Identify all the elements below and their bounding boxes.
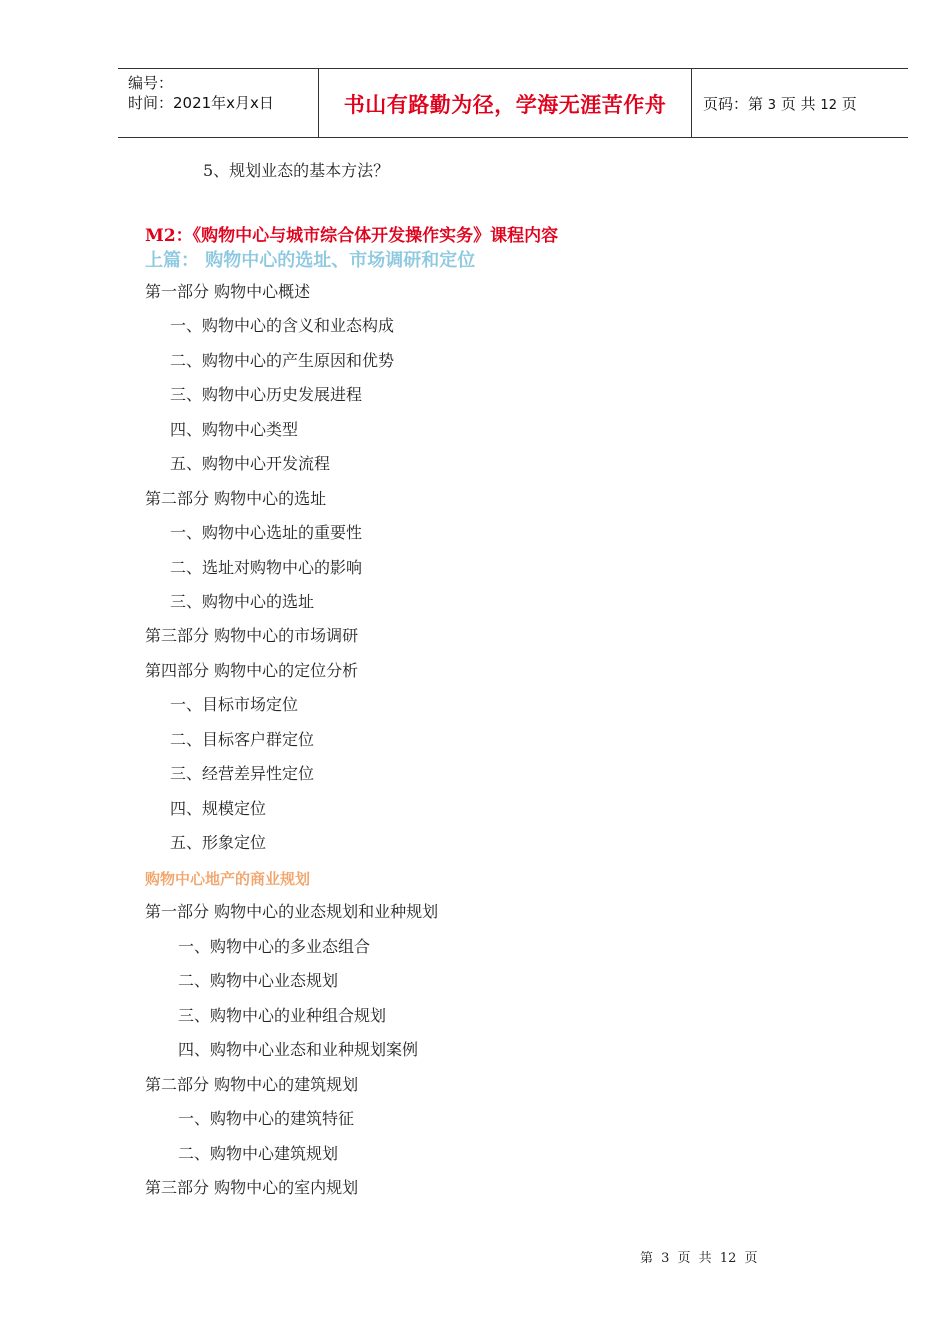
outline-item: 二、购物中心建筑规划 [178, 1144, 339, 1163]
header-time-label: 时间：2021年x月x日 [128, 94, 274, 112]
outline-item: 五、形象定位 [170, 833, 267, 852]
outline-item: 三、经营差异性定位 [170, 764, 315, 783]
outline-item: 二、购物中心业态规划 [178, 971, 339, 990]
outline-item: 二、选址对购物中心的影响 [170, 558, 363, 577]
outline-item: 二、目标客户群定位 [170, 730, 315, 749]
page-mid: 页 共 [780, 95, 816, 113]
page-suffix: 页 [841, 95, 857, 113]
page-footer: 第 3 页 共 12 页 [640, 1251, 758, 1266]
page-current: 3 [767, 98, 777, 113]
outline-item: 第四部分 购物中心的定位分析 [145, 661, 359, 680]
outline-item: 一、购物中心的建筑特征 [178, 1109, 355, 1128]
header-number-label: 编号： [128, 74, 174, 92]
header-motto: 书山有路勤为径，学海无涯苦作舟 [343, 92, 667, 117]
header-page-number [703, 93, 857, 114]
outline-item: 四、规模定位 [170, 799, 267, 818]
outline-item: 第三部分 购物中心的室内规划 [145, 1178, 359, 1197]
outline-item: 一、购物中心选址的重要性 [170, 523, 363, 542]
outline-item: 三、购物中心历史发展进程 [170, 385, 363, 404]
outline-item: 二、购物中心的产生原因和优势 [170, 351, 395, 370]
outline-item: 一、目标市场定位 [170, 695, 299, 714]
outline-item: 第一部分 购物中心概述 [145, 282, 311, 301]
outline-item: 一、购物中心的含义和业态构成 [170, 316, 395, 335]
module-title: M2：《购物中心与城市综合体开发操作实务》课程内容 [145, 226, 559, 246]
outline-item: 五、购物中心开发流程 [170, 454, 331, 473]
page-prefix: 页码：第 [703, 95, 764, 113]
part-title: 上篇： 购物中心的选址、市场调研和定位 [145, 250, 476, 271]
outline-item: 第三部分 购物中心的市场调研 [145, 626, 359, 645]
outline-item: 一、购物中心的多业态组合 [178, 937, 371, 956]
outline-item: 第一部分 购物中心的业态规划和业种规划 [145, 902, 439, 921]
header-meta [128, 73, 274, 113]
question-text: 5、规划业态的基本方法？ [203, 161, 390, 180]
header-divider [691, 69, 692, 137]
outline-item: 第二部分 购物中心的建筑规划 [145, 1075, 359, 1094]
page-header [118, 68, 908, 138]
outline-item: 四、购物中心业态和业种规划案例 [178, 1040, 419, 1059]
section-title: 购物中心地产的商业规划 [145, 870, 311, 888]
outline-item: 四、购物中心类型 [170, 420, 299, 439]
outline-item: 第二部分 购物中心的选址 [145, 489, 327, 508]
outline-item: 三、购物中心的业种组合规划 [178, 1006, 387, 1025]
outline-item: 三、购物中心的选址 [170, 592, 315, 611]
page-total: 12 [820, 98, 837, 113]
